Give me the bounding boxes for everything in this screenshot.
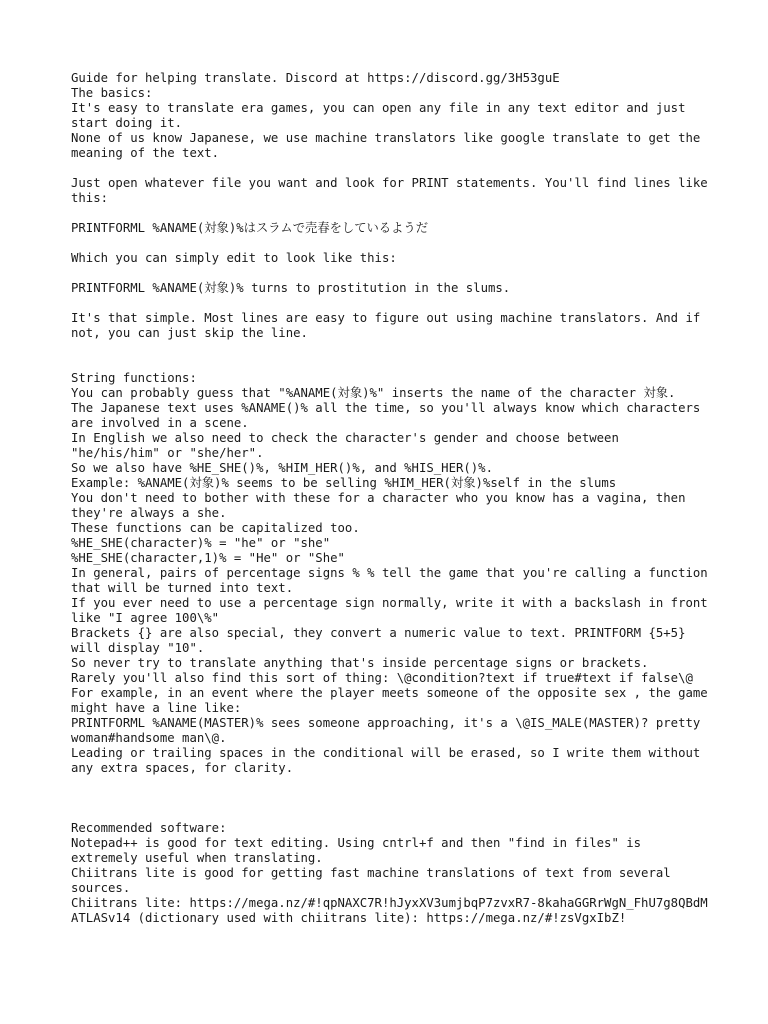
simple-note-paragraph: It's that simple. Most lines are easy to figure out using machine translators. And if not, you can just skip the line. [71, 311, 708, 340]
spacer [71, 161, 711, 176]
string-functions-line: So never try to translate anything that's inside percentage signs or brackets. [71, 656, 649, 670]
section-heading: Recommended software: [71, 821, 227, 835]
string-functions-line: For example, in an event where the player meets someone of the opposite sex , the game might have a line like: [71, 686, 716, 715]
string-functions-line: %HE_SHE(character,1)% = "He" or "She" [71, 551, 345, 565]
string-functions-section [71, 371, 716, 776]
string-functions-line: PRINTFORML %ANAME(MASTER)% sees someone approaching, it's a \@IS_MALE(MASTER)? pretty woman#handsome man\@. [71, 716, 708, 745]
string-functions-line: Rarely you'll also find this sort of thing: \@condition?text if true#text if false\@ [71, 671, 693, 685]
string-functions-line: So we also have %HE_SHE()%, %HIM_HER()%, and %HIS_HER()%. [71, 461, 493, 475]
spacer [71, 206, 711, 221]
string-functions-line: Leading or trailing spaces in the conditional will be erased, so I write them without any extra spaces, for clarity. [71, 746, 708, 775]
string-functions-line: In English we also need to check the character's gender and choose between "he/his/him" or "she/her". [71, 431, 627, 460]
string-functions-line: The Japanese text uses %ANAME()% all the time, so you'll always know which characters are involved in a scene. [71, 401, 708, 430]
software-line: Notepad++ is good for text editing. Using cntrl+f and then "find in files" is extremely useful when translating. [71, 836, 649, 865]
edit-note-paragraph: Which you can simply edit to look like this: [71, 251, 397, 265]
spacer [71, 236, 711, 251]
string-functions-line: These functions can be capitalized too. [71, 521, 360, 535]
string-functions-line: You can probably guess that "%ANAME(対象)%" inserts the name of the character 対象. [71, 386, 676, 400]
spacer [71, 296, 711, 311]
example-english-code: PRINTFORML %ANAME(対象)% turns to prostitution in the slums. [71, 281, 511, 295]
intro-line: Guide for helping translate. Discord at https://discord.gg/3H53guE [71, 71, 560, 85]
software-section [71, 821, 711, 926]
spacer [71, 266, 711, 281]
section-heading: String functions: [71, 371, 197, 385]
spacer [71, 341, 711, 371]
string-functions-line: %HE_SHE(character)% = "he" or "she" [71, 536, 331, 550]
intro-section [71, 71, 711, 161]
open-file-paragraph: Just open whatever file you want and look for PRINT statements. You'll find lines like this: [71, 176, 716, 205]
software-link-line: ATLASv14 (dictionary used with chiitrans lite): https://mega.nz/#!zsVgxIbZ! [71, 911, 627, 925]
example-japanese-code: PRINTFORML %ANAME(対象)%はスラムで売春をしているようだ [71, 221, 428, 235]
software-link-line: Chiitrans lite: https://mega.nz/#!qpNAXC7R!hJyxXV3umjbqP7zvxR7-8kahaGGRrWgN_FhU7g8QBdM [71, 896, 708, 910]
intro-line: The basics: [71, 86, 153, 100]
string-functions-line: You don't need to bother with these for a character who you know has a vagina, then they're always a she. [71, 491, 693, 520]
software-line: Chiitrans lite is good for getting fast machine translations of text from several sources. [71, 866, 679, 895]
string-functions-line: Brackets {} are also special, they convert a numeric value to text. PRINTFORM {5+5} will display "10". [71, 626, 693, 655]
spacer [71, 776, 711, 821]
intro-line: None of us know Japanese, we use machine translators like google translate to get the meaning of the text. [71, 131, 708, 160]
string-functions-line: Example: %ANAME(対象)% seems to be selling %HIM_HER(対象)%self in the slums [71, 476, 617, 490]
document-page [71, 71, 716, 926]
intro-line: It's easy to translate era games, you can open any file in any text editor and just start doing it. [71, 101, 693, 130]
string-functions-line: If you ever need to use a percentage sign normally, write it with a backslash in front like "I agree 100\%" [71, 596, 716, 625]
string-functions-line: In general, pairs of percentage signs % % tell the game that you're calling a function that will be turned into text. [71, 566, 716, 595]
